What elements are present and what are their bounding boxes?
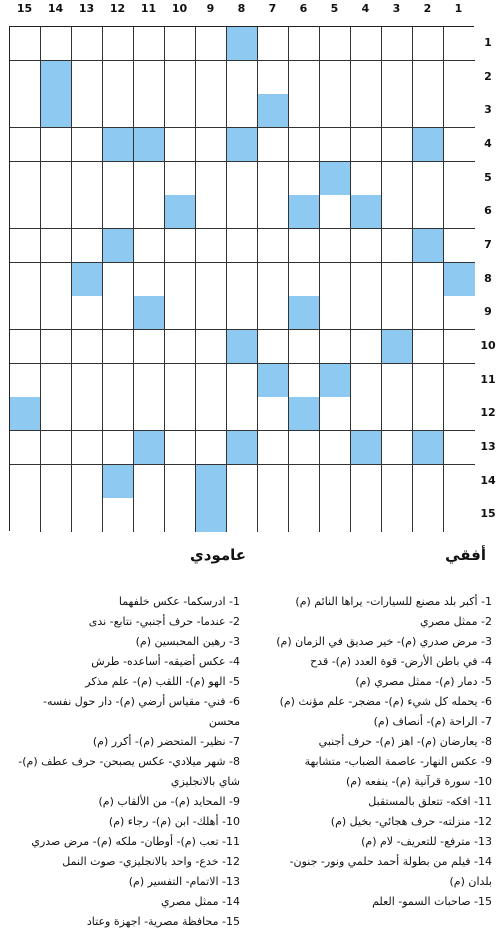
- across-clue: 11- افكه- تتعلق بالمستقبل: [368, 795, 492, 808]
- grid-cell[interactable]: [382, 431, 413, 465]
- down-clue: 13- الاتمام- التفسير (م): [128, 875, 240, 888]
- grid-cell[interactable]: [320, 431, 351, 465]
- grid-cell[interactable]: [103, 27, 134, 61]
- grid-cell[interactable]: [289, 330, 320, 364]
- grid-cell[interactable]: [227, 162, 258, 196]
- grid-cell[interactable]: [227, 364, 258, 398]
- grid-cell[interactable]: [289, 263, 320, 297]
- blocked-cell: [103, 128, 134, 162]
- grid-cell[interactable]: [196, 263, 227, 297]
- grid-cell[interactable]: [72, 498, 103, 532]
- grid-cell[interactable]: [196, 61, 227, 95]
- grid-cell[interactable]: [258, 498, 289, 532]
- grid-cell[interactable]: [320, 330, 351, 364]
- blocked-cell: [134, 296, 165, 330]
- grid-cell[interactable]: [196, 364, 227, 398]
- row-number: 6: [484, 204, 492, 218]
- grid-cell[interactable]: [41, 296, 72, 330]
- across-clue: 9- عكس النهار- عاصمة الضباب- متشابهة: [304, 755, 492, 768]
- blocked-cell: [320, 162, 351, 196]
- blocked-cell: [258, 364, 289, 398]
- grid-cell[interactable]: [41, 498, 72, 532]
- grid-cell[interactable]: [196, 296, 227, 330]
- grid-cell[interactable]: [72, 296, 103, 330]
- column-number: 11: [140, 2, 157, 15]
- grid-cell[interactable]: [103, 94, 134, 128]
- across-clue: 4- في باطن الأرض- قوة العدد (م)- قدح: [310, 655, 492, 668]
- across-clue: 7- الراحة (م)- أنصاف (م): [373, 715, 492, 728]
- grid-cell[interactable]: [103, 195, 134, 229]
- grid-cell[interactable]: [351, 397, 382, 431]
- grid-cell[interactable]: [227, 229, 258, 263]
- grid-cell[interactable]: [351, 27, 382, 61]
- grid-cell[interactable]: [289, 431, 320, 465]
- grid-cell[interactable]: [227, 94, 258, 128]
- grid-cell[interactable]: [413, 397, 444, 431]
- column-number: 2: [423, 2, 432, 15]
- column-number: 12: [109, 2, 126, 15]
- grid-cell[interactable]: [165, 27, 196, 61]
- down-clues-list: [12, 592, 240, 932]
- down-clue: 5- الهو (م)- اللقب (م)- علم مذكر: [85, 675, 240, 688]
- blocked-cell: [196, 498, 227, 532]
- grid-cell[interactable]: [258, 61, 289, 95]
- grid-cell[interactable]: [103, 263, 134, 297]
- blocked-cell: [382, 330, 413, 364]
- grid-cell[interactable]: [320, 263, 351, 297]
- blocked-cell: [227, 128, 258, 162]
- grid-cell[interactable]: [41, 162, 72, 196]
- grid-cell[interactable]: [351, 61, 382, 95]
- grid-cell[interactable]: [103, 162, 134, 196]
- grid-cell[interactable]: [289, 229, 320, 263]
- grid-cell[interactable]: [320, 397, 351, 431]
- grid-cell[interactable]: [72, 128, 103, 162]
- grid-cell[interactable]: [196, 128, 227, 162]
- grid-cell[interactable]: [41, 263, 72, 297]
- blocked-cell: [413, 128, 444, 162]
- grid-cell[interactable]: [134, 195, 165, 229]
- grid-cell[interactable]: [351, 229, 382, 263]
- row-number: 15: [480, 507, 496, 521]
- grid-cell[interactable]: [413, 94, 444, 128]
- blocked-cell: [103, 465, 134, 499]
- grid-cell[interactable]: [258, 195, 289, 229]
- grid-cell[interactable]: [382, 296, 413, 330]
- grid-cell[interactable]: [10, 498, 41, 532]
- grid-cell[interactable]: [72, 27, 103, 61]
- down-clue: 11- تعب (م)- أوطان- ملكه (م)- مرض صدري: [31, 835, 240, 848]
- grid-cell[interactable]: [134, 61, 165, 95]
- grid-cell[interactable]: [258, 27, 289, 61]
- column-number: 14: [47, 2, 64, 15]
- grid-cell[interactable]: [41, 330, 72, 364]
- grid-cell[interactable]: [351, 162, 382, 196]
- grid-cell[interactable]: [103, 61, 134, 95]
- grid-cell[interactable]: [134, 229, 165, 263]
- grid-cell[interactable]: [444, 296, 475, 330]
- grid-cell[interactable]: [134, 397, 165, 431]
- grid-cell[interactable]: [72, 465, 103, 499]
- grid-cell[interactable]: [10, 195, 41, 229]
- grid-cell[interactable]: [10, 330, 41, 364]
- grid-cell[interactable]: [103, 296, 134, 330]
- grid-cell[interactable]: [444, 229, 475, 263]
- grid-cell[interactable]: [227, 296, 258, 330]
- grid-cell[interactable]: [41, 195, 72, 229]
- grid-cell[interactable]: [382, 465, 413, 499]
- grid-cell[interactable]: [10, 162, 41, 196]
- column-number: 13: [78, 2, 95, 15]
- blocked-cell: [413, 229, 444, 263]
- grid-cell[interactable]: [382, 94, 413, 128]
- grid-cell[interactable]: [196, 330, 227, 364]
- grid-cell[interactable]: [382, 498, 413, 532]
- grid-cell[interactable]: [41, 128, 72, 162]
- row-number: 2: [484, 69, 492, 83]
- blocked-cell: [351, 195, 382, 229]
- down-clue: 14- ممثل مصري: [161, 895, 240, 908]
- grid-cell[interactable]: [10, 128, 41, 162]
- grid-cell[interactable]: [382, 61, 413, 95]
- blocked-cell: [227, 330, 258, 364]
- grid-cell[interactable]: [227, 397, 258, 431]
- column-number: 5: [330, 2, 339, 15]
- across-clues-list: [264, 592, 492, 912]
- grid-cell[interactable]: [444, 364, 475, 398]
- grid-cell[interactable]: [134, 162, 165, 196]
- grid-cell[interactable]: [196, 195, 227, 229]
- grid-cell[interactable]: [444, 498, 475, 532]
- grid-cell[interactable]: [382, 162, 413, 196]
- grid-cell[interactable]: [258, 162, 289, 196]
- grid-cell[interactable]: [258, 431, 289, 465]
- grid-cell[interactable]: [134, 330, 165, 364]
- row-number: 12: [480, 406, 496, 420]
- down-clue: 2- عندما- حرف أجنبي- نتابع- ندى: [88, 615, 240, 628]
- grid-cell[interactable]: [320, 229, 351, 263]
- grid-cell[interactable]: [320, 195, 351, 229]
- grid-cell[interactable]: [196, 27, 227, 61]
- blocked-cell: [134, 431, 165, 465]
- blocked-cell: [258, 94, 289, 128]
- blocked-cell: [227, 431, 258, 465]
- grid-cell[interactable]: [103, 364, 134, 398]
- grid-cell[interactable]: [413, 162, 444, 196]
- blocked-cell: [351, 431, 382, 465]
- column-number: 10: [171, 2, 188, 15]
- grid-cell[interactable]: [10, 296, 41, 330]
- grid-cell[interactable]: [382, 263, 413, 297]
- grid-cell[interactable]: [165, 330, 196, 364]
- grid-cell[interactable]: [165, 397, 196, 431]
- column-number: 1: [454, 2, 463, 15]
- grid-cell[interactable]: [72, 397, 103, 431]
- across-clue: 6- يحمله كل شيء (م)- مضجر- علم مؤنث (م): [279, 695, 492, 708]
- grid-cell[interactable]: [10, 364, 41, 398]
- grid-cell[interactable]: [134, 94, 165, 128]
- grid-cell[interactable]: [72, 431, 103, 465]
- grid-cell[interactable]: [413, 364, 444, 398]
- grid-cell[interactable]: [227, 61, 258, 95]
- column-number: 6: [299, 2, 308, 15]
- grid-cell[interactable]: [320, 94, 351, 128]
- row-number: 5: [484, 170, 492, 184]
- down-heading: عامودي: [190, 546, 247, 564]
- row-number: 7: [484, 237, 492, 251]
- grid-cell[interactable]: [41, 465, 72, 499]
- across-clue: 14- فيلم من بطولة أحمد حلمي ونور- جنون- بلدان (م): [289, 855, 492, 888]
- grid-cell[interactable]: [165, 162, 196, 196]
- grid-cell[interactable]: [258, 330, 289, 364]
- down-clue: 3- رهين المحبسين (م): [135, 635, 240, 648]
- row-number: 9: [484, 305, 492, 319]
- grid-cell[interactable]: [351, 94, 382, 128]
- grid-cell[interactable]: [258, 397, 289, 431]
- across-clue: 1- أكبر بلد مصنع للسيارات- يراها النائم (م): [295, 595, 492, 608]
- column-number: 7: [268, 2, 277, 15]
- column-number: 8: [237, 2, 246, 15]
- grid-cell[interactable]: [103, 397, 134, 431]
- grid-cell[interactable]: [72, 364, 103, 398]
- grid-cell[interactable]: [134, 498, 165, 532]
- grid-cell[interactable]: [10, 431, 41, 465]
- grid-cell[interactable]: [351, 296, 382, 330]
- down-clue: 4- عكس أضيقه- أساعده- طرش: [91, 655, 240, 668]
- grid-cell[interactable]: [41, 27, 72, 61]
- grid-cell[interactable]: [165, 364, 196, 398]
- grid-cell[interactable]: [196, 94, 227, 128]
- grid-cell[interactable]: [382, 195, 413, 229]
- grid-cell[interactable]: [41, 397, 72, 431]
- across-clue: 15- صاحبات السمو- العلم: [372, 895, 492, 908]
- grid-cell[interactable]: [444, 330, 475, 364]
- down-clue: 9- المحايد (م)- من الألقاب (م): [98, 795, 240, 808]
- grid-cell[interactable]: [320, 61, 351, 95]
- grid-cell[interactable]: [165, 94, 196, 128]
- across-clue: 2- ممثل مصري: [420, 615, 492, 628]
- grid-cell[interactable]: [289, 364, 320, 398]
- grid-cell[interactable]: [320, 128, 351, 162]
- row-number: 8: [484, 271, 492, 285]
- grid-cell[interactable]: [134, 364, 165, 398]
- blocked-cell: [227, 27, 258, 61]
- grid-cell[interactable]: [413, 465, 444, 499]
- grid-cell[interactable]: [72, 94, 103, 128]
- grid-cell[interactable]: [165, 431, 196, 465]
- grid-cell[interactable]: [196, 397, 227, 431]
- grid-cell[interactable]: [382, 397, 413, 431]
- column-number: 9: [206, 2, 215, 15]
- row-number: 10: [480, 338, 496, 352]
- down-clue: 12- خدع- واحد بالانجليزي- صوت النمل: [62, 855, 240, 868]
- grid-cell[interactable]: [72, 229, 103, 263]
- blocked-cell: [320, 364, 351, 398]
- grid-cell[interactable]: [227, 465, 258, 499]
- grid-cell[interactable]: [72, 330, 103, 364]
- grid-cell[interactable]: [444, 94, 475, 128]
- grid-cell[interactable]: [134, 465, 165, 499]
- grid-cell[interactable]: [258, 229, 289, 263]
- grid-cell[interactable]: [134, 263, 165, 297]
- column-number: 4: [361, 2, 370, 15]
- across-clue: 5- دمار (م)- ممثل مصري (م): [355, 675, 492, 688]
- grid-cell[interactable]: [351, 465, 382, 499]
- grid-cell[interactable]: [351, 128, 382, 162]
- grid-cell[interactable]: [72, 195, 103, 229]
- grid-cell[interactable]: [444, 61, 475, 95]
- grid-cell[interactable]: [413, 330, 444, 364]
- grid-cell[interactable]: [10, 263, 41, 297]
- grid-cell[interactable]: [289, 465, 320, 499]
- down-clue: 15- محافظة مصرية- اجهزة وعتاد: [86, 915, 240, 928]
- blocked-cell: [41, 61, 72, 95]
- blocked-cell: [289, 195, 320, 229]
- row-number: 1: [484, 35, 492, 49]
- down-clue: 10- أهلك- ابن (م)- رجاء (م): [108, 815, 240, 828]
- blocked-cell: [196, 465, 227, 499]
- grid-cell[interactable]: [165, 263, 196, 297]
- across-clue: 10- سورة قرآنية (م)- ينفعه (م): [346, 775, 492, 788]
- down-clue: 1- ادرسكما- عكس خلفهما: [118, 595, 240, 608]
- grid-cell[interactable]: [196, 162, 227, 196]
- grid-cell[interactable]: [320, 498, 351, 532]
- grid-cell[interactable]: [227, 263, 258, 297]
- grid-cell[interactable]: [413, 263, 444, 297]
- grid-cell[interactable]: [196, 431, 227, 465]
- across-heading: أفقي: [445, 546, 486, 564]
- grid-cell[interactable]: [351, 330, 382, 364]
- grid-cell[interactable]: [413, 27, 444, 61]
- grid-cell[interactable]: [134, 27, 165, 61]
- grid-cell[interactable]: [165, 61, 196, 95]
- across-clue: 12- منزلته- حرف هجائي- بخيل (م): [330, 815, 492, 828]
- grid-cell[interactable]: [165, 465, 196, 499]
- grid-cell[interactable]: [196, 229, 227, 263]
- grid-cell[interactable]: [165, 296, 196, 330]
- grid-cell[interactable]: [72, 61, 103, 95]
- grid-cell[interactable]: [413, 498, 444, 532]
- blocked-cell: [134, 128, 165, 162]
- grid-cell[interactable]: [289, 61, 320, 95]
- grid-cell[interactable]: [258, 296, 289, 330]
- blocked-cell: [41, 94, 72, 128]
- grid-cell[interactable]: [413, 296, 444, 330]
- down-clue: 6- فني- مقياس أرضي (م)- دار حول نفسه- محسن: [42, 695, 240, 728]
- down-clue: 7- نظير- المتحضر (م)- أكرر (م): [92, 735, 240, 748]
- blocked-cell: [10, 397, 41, 431]
- grid-cell[interactable]: [41, 431, 72, 465]
- blocked-cell: [289, 296, 320, 330]
- blocked-cell: [413, 431, 444, 465]
- row-number: 3: [484, 103, 492, 117]
- grid-cell[interactable]: [320, 296, 351, 330]
- grid-cell[interactable]: [165, 128, 196, 162]
- grid-cell[interactable]: [103, 431, 134, 465]
- across-clue: 3- مرض صدري (م)- خير صديق في الزمان (م): [276, 635, 492, 648]
- grid-cell[interactable]: [258, 263, 289, 297]
- grid-cell[interactable]: [227, 195, 258, 229]
- grid-cell[interactable]: [320, 27, 351, 61]
- grid-cell[interactable]: [289, 94, 320, 128]
- grid-cell[interactable]: [444, 128, 475, 162]
- grid-cell[interactable]: [413, 61, 444, 95]
- grid-cell[interactable]: [165, 229, 196, 263]
- grid-cell[interactable]: [10, 61, 41, 95]
- grid-cell[interactable]: [444, 195, 475, 229]
- row-number: 14: [480, 473, 496, 487]
- grid-cell[interactable]: [351, 364, 382, 398]
- grid-cell[interactable]: [289, 498, 320, 532]
- blocked-cell: [289, 397, 320, 431]
- row-number: 4: [484, 136, 492, 150]
- grid-cell[interactable]: [382, 364, 413, 398]
- grid-cell[interactable]: [103, 498, 134, 532]
- grid-cell[interactable]: [382, 27, 413, 61]
- grid-cell[interactable]: [258, 128, 289, 162]
- column-number: 15: [16, 2, 33, 15]
- grid-cell[interactable]: [10, 94, 41, 128]
- grid-cell[interactable]: [258, 465, 289, 499]
- grid-cell[interactable]: [41, 229, 72, 263]
- grid-cell[interactable]: [413, 195, 444, 229]
- grid-cell[interactable]: [444, 27, 475, 61]
- grid-cell[interactable]: [320, 465, 351, 499]
- blocked-cell: [72, 263, 103, 297]
- row-number: 13: [480, 439, 496, 453]
- across-clue: 13- مترفع- للتعريف- لام (م): [361, 835, 492, 848]
- across-clue: 8- يعارضان (م)- اهز (م)- حرف أجنبي: [318, 735, 492, 748]
- grid-cell[interactable]: [165, 498, 196, 532]
- grid-cell[interactable]: [103, 330, 134, 364]
- grid-cell[interactable]: [351, 498, 382, 532]
- grid-cell[interactable]: [351, 263, 382, 297]
- grid-cell[interactable]: [41, 364, 72, 398]
- grid-cell[interactable]: [444, 162, 475, 196]
- grid-cell[interactable]: [444, 431, 475, 465]
- grid-cell[interactable]: [10, 27, 41, 61]
- grid-cell[interactable]: [227, 498, 258, 532]
- blocked-cell: [444, 263, 475, 297]
- crossword-grid: [9, 26, 474, 531]
- down-clue: 8- شهر ميلادي- عكس يصبحن- حرف عطف (م)- شاي بالانجليزي: [18, 755, 240, 788]
- grid-cell[interactable]: [72, 162, 103, 196]
- grid-cell[interactable]: [289, 162, 320, 196]
- column-number: 3: [392, 2, 401, 15]
- grid-cell[interactable]: [10, 229, 41, 263]
- grid-cell[interactable]: [444, 397, 475, 431]
- grid-cell[interactable]: [444, 465, 475, 499]
- grid-cell[interactable]: [289, 128, 320, 162]
- blocked-cell: [165, 195, 196, 229]
- grid-cell[interactable]: [289, 27, 320, 61]
- grid-cell[interactable]: [382, 229, 413, 263]
- grid-cell[interactable]: [10, 465, 41, 499]
- grid-cell[interactable]: [382, 128, 413, 162]
- row-number: 11: [480, 372, 496, 386]
- blocked-cell: [103, 229, 134, 263]
